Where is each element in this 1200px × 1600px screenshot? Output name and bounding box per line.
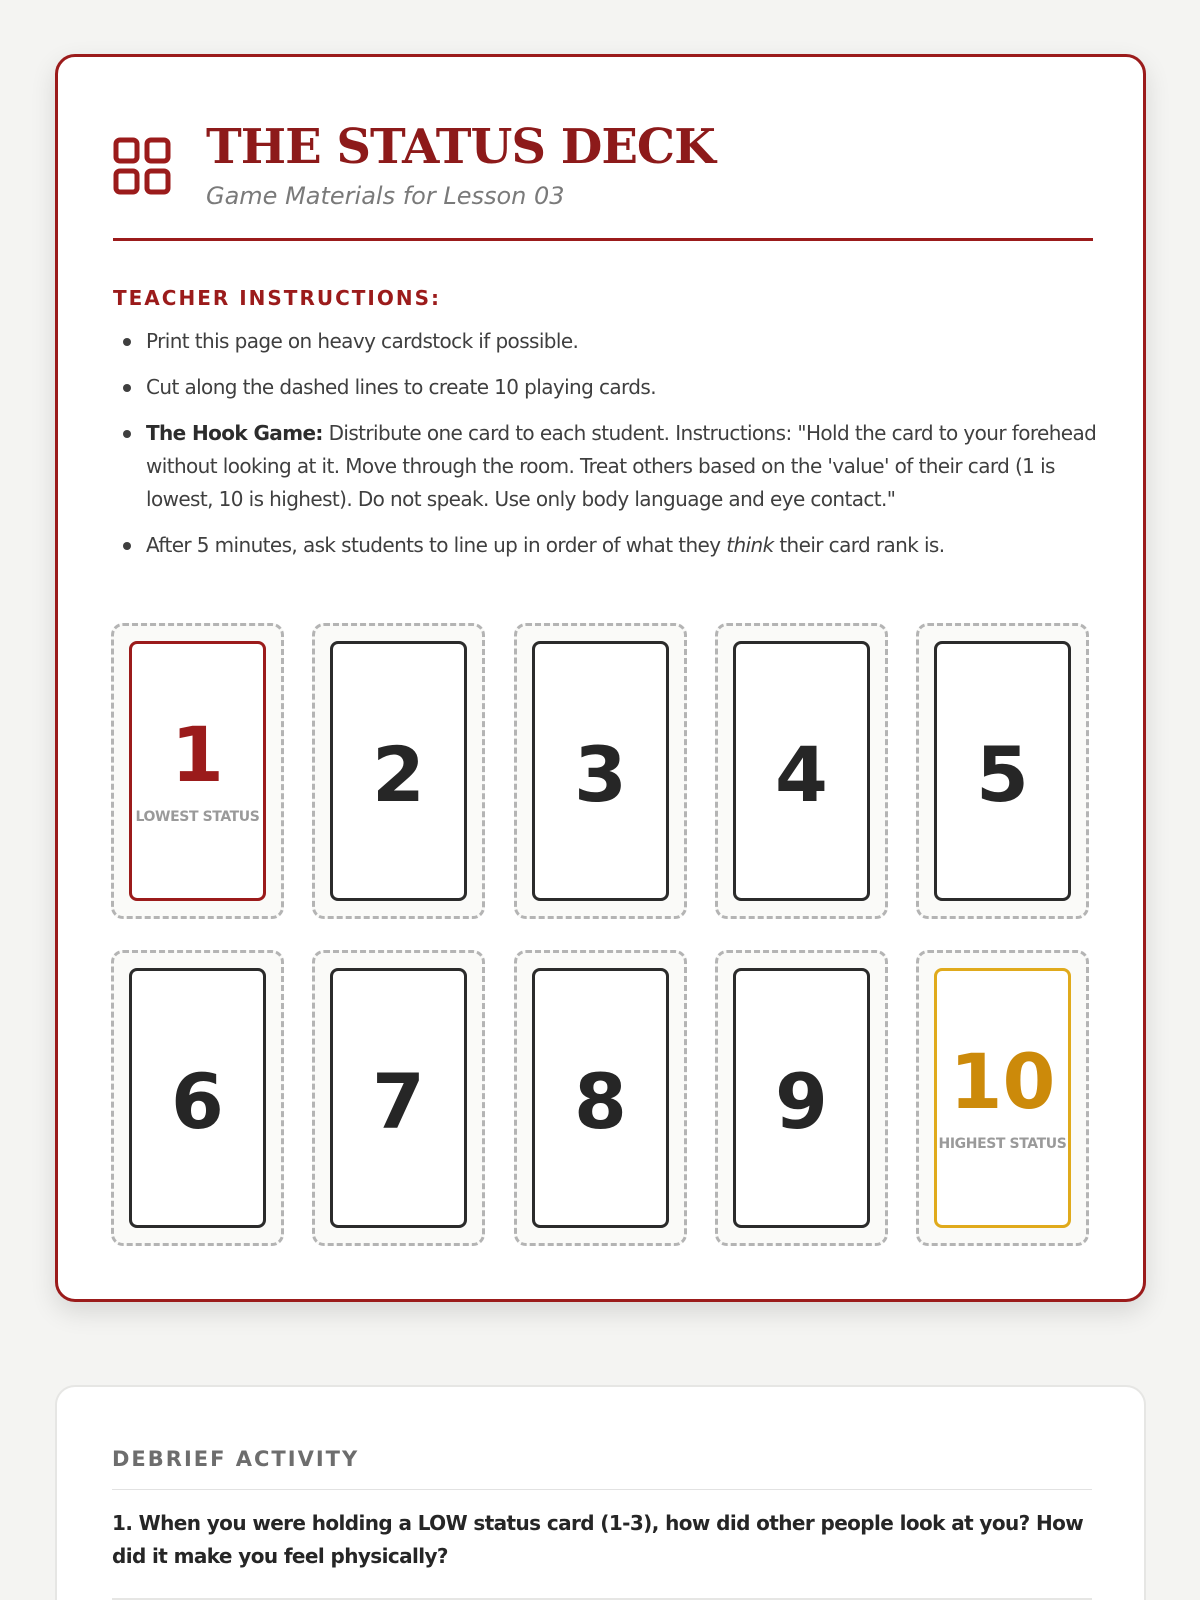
instruction-item-line-up	[146, 529, 1101, 562]
card-number: 5	[976, 730, 1029, 819]
instruction-item-hook-game	[146, 417, 1101, 516]
card-caption: HIGHEST STATUS	[938, 1136, 1067, 1152]
card-number: 1	[171, 710, 224, 799]
card-cutout-5	[916, 623, 1089, 919]
card-6	[129, 968, 266, 1228]
card-number: 3	[574, 730, 627, 819]
instruction-text: Distribute one card to each student. Instructions: "Hold the card to your forehead without looking at it. Move through the room. Treat others based on the 'value' of their card (1 is lowest, 10 is highest). Do not speak. Use only body language and eye contact."	[146, 421, 1097, 511]
card-cutout-1	[111, 623, 284, 919]
instruction-item-print	[146, 325, 1101, 358]
card-number: 8	[574, 1057, 627, 1146]
card-number: 7	[372, 1057, 425, 1146]
instruction-emphasis: think	[726, 533, 774, 557]
card-4	[733, 641, 870, 901]
instructions-heading: TEACHER INSTRUCTIONS:	[113, 286, 441, 310]
card-number: 10	[949, 1037, 1056, 1126]
card-cutout-6	[111, 950, 284, 1246]
card-cutout-10	[916, 950, 1089, 1246]
card-8	[532, 968, 669, 1228]
grid-icon	[113, 137, 171, 195]
page-subtitle: Game Materials for Lesson 03	[206, 182, 565, 210]
debrief-divider	[112, 1489, 1092, 1490]
card-5	[934, 641, 1071, 901]
card-cutout-2	[312, 623, 485, 919]
card-number: 2	[372, 730, 425, 819]
card-cutout-4	[715, 623, 888, 919]
card-3	[532, 641, 669, 901]
card-number: 9	[775, 1057, 828, 1146]
card-caption: LOWEST STATUS	[135, 809, 260, 825]
instruction-bold-label: The Hook Game:	[146, 421, 323, 445]
card-7	[330, 968, 467, 1228]
card-2	[330, 641, 467, 901]
instruction-text: Cut along the dashed lines to create 10 playing cards.	[146, 375, 656, 399]
debrief-panel	[55, 1385, 1146, 1600]
card-9	[733, 968, 870, 1228]
status-deck-panel	[55, 54, 1146, 1302]
card-cutout-3	[514, 623, 687, 919]
debrief-heading: DEBRIEF ACTIVITY	[112, 1447, 360, 1471]
card-cutout-8	[514, 950, 687, 1246]
instructions-list	[146, 325, 1101, 575]
instruction-text: Print this page on heavy cardstock if possible.	[146, 329, 579, 353]
card-number: 6	[171, 1057, 224, 1146]
card-number: 4	[775, 730, 828, 819]
instruction-text: After 5 minutes, ask students to line up in order of what they	[146, 533, 727, 557]
header	[113, 117, 1093, 237]
instruction-text: their card rank is.	[773, 533, 945, 557]
card-1	[129, 641, 266, 901]
card-10	[934, 968, 1071, 1228]
instruction-item-cut	[146, 371, 1101, 404]
header-divider	[113, 238, 1093, 241]
card-cutout-9	[715, 950, 888, 1246]
page-title: THE STATUS DECK	[206, 119, 715, 175]
card-cutout-7	[312, 950, 485, 1246]
debrief-question-1: 1. When you were holding a LOW status card (1-3), how did other people look at you? How did it make you feel physically?	[112, 1511, 1084, 1568]
